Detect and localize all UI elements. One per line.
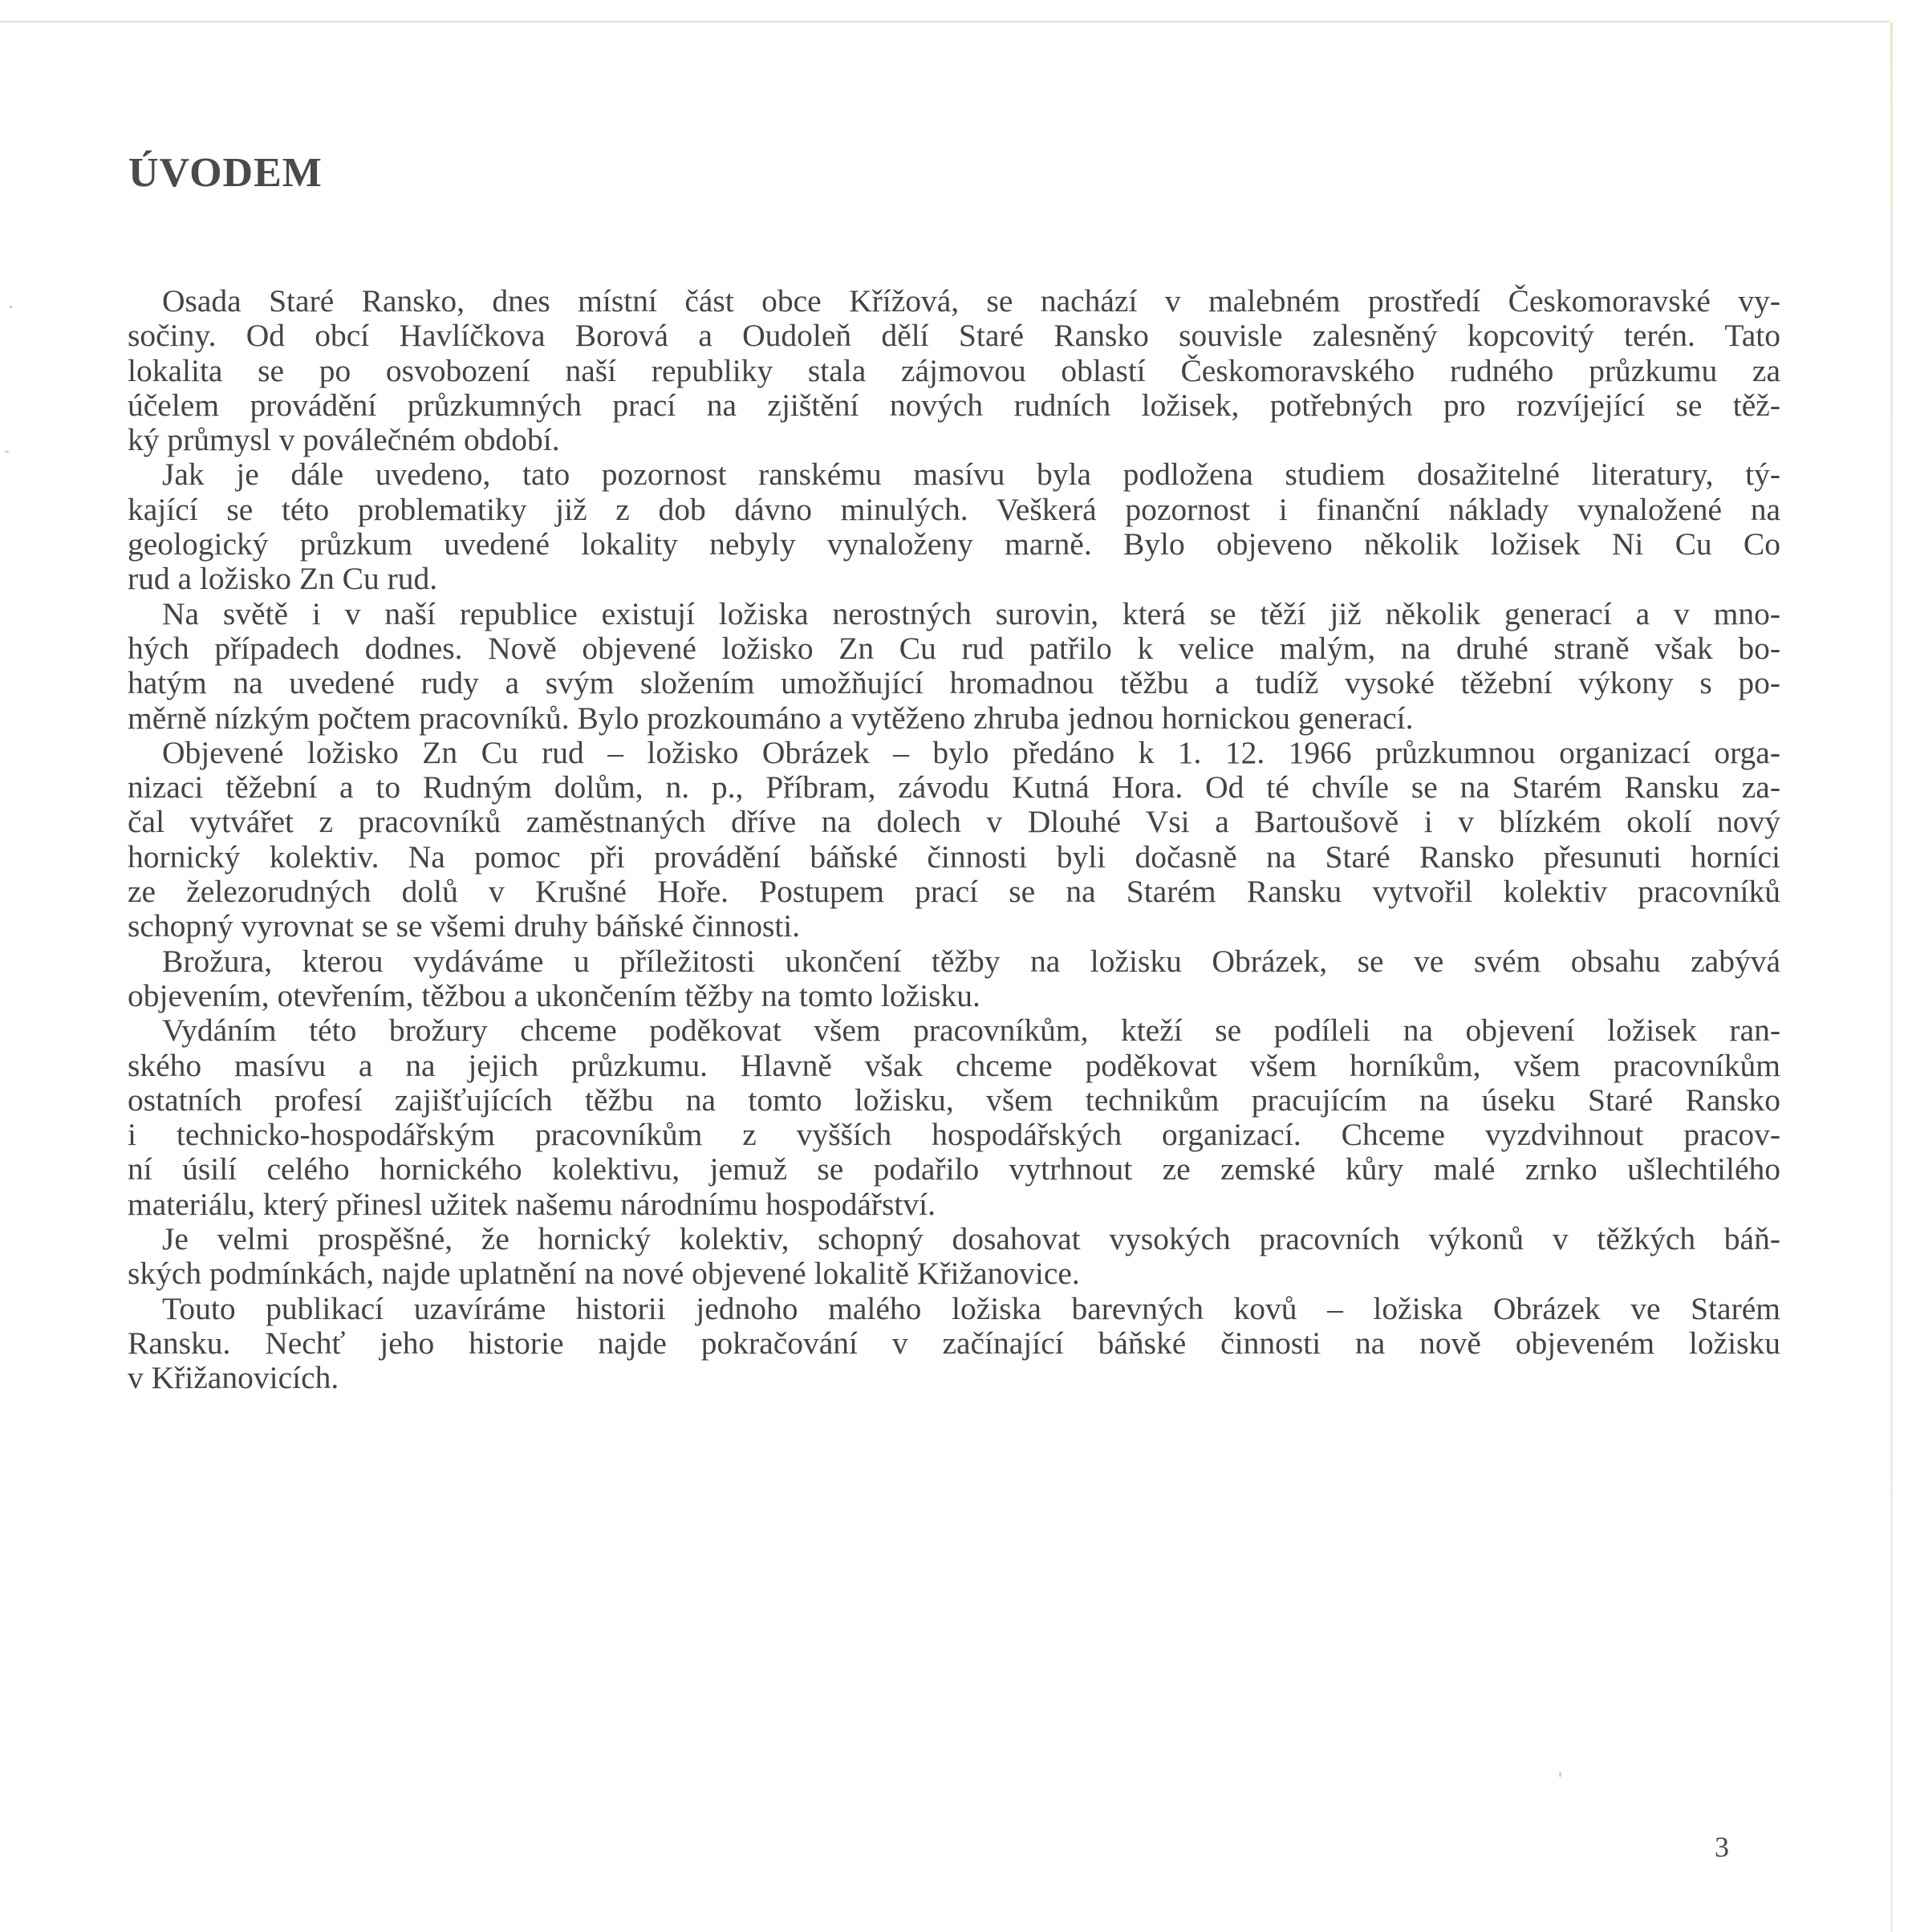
paragraph bbox=[128, 1292, 1780, 1396]
text-line: ní úsilí celého hornického kolektivu, jemuž se podařilo vytrhnout ze zemské kůry malé zrnko ušlechtilého bbox=[128, 1151, 1780, 1187]
paragraph bbox=[128, 284, 1780, 457]
text-line: materiálu, který přinesl užitek našemu národnímu hospodářství. bbox=[128, 1186, 936, 1222]
page-title: ÚVODEM bbox=[128, 150, 323, 196]
paragraph bbox=[128, 1222, 1780, 1292]
scan-speck bbox=[1559, 1772, 1561, 1777]
page-edge-top bbox=[0, 21, 1890, 22]
text-line: i technicko-hospodářským pracovníkům z vyšších hospodářských organizací. Chceme vyzdvihnout pracov- bbox=[128, 1117, 1780, 1153]
text-line: lokalita se po osvobození naší republiky stala zájmovou oblastí Českomoravského rudného průzkumu za bbox=[128, 352, 1780, 388]
text-line: Touto publikací uzavíráme historii jednoho malého ložiska barevných kovů – ložiska Obrázek ve Starém bbox=[162, 1290, 1780, 1326]
paragraph bbox=[128, 1013, 1780, 1222]
scan-speck bbox=[10, 306, 12, 308]
text-line: Ransku. Nechť jeho historie najde pokračování v začínající báňské činnosti na nově objeveném ložisku bbox=[128, 1325, 1780, 1361]
text-line: ských podmínkách, najde uplatnění na nové objevené lokalitě Křižanovice. bbox=[128, 1256, 1080, 1292]
text-line: nizaci těžební a to Rudným dolům, n. p., Příbram, závodu Kutná Hora. Od té chvíle se na Starém Ransku za- bbox=[128, 769, 1780, 806]
paragraph bbox=[128, 457, 1780, 596]
text-line: hých případech dodnes. Nově objevené ložisko Zn Cu rud patřilo k velice malým, na druhé straně však bo- bbox=[128, 630, 1780, 666]
text-line: Jak je dále uvedeno, tato pozornost ranskému masívu byla podložena studiem dosažitelné literatury, tý- bbox=[162, 457, 1780, 493]
text-line: ký průmysl v poválečném období. bbox=[128, 422, 560, 458]
text-line: hatým na uvedené rudy a svým složením umožňující hromadnou těžbu a tudíž vysoké těžební výkony s po- bbox=[128, 665, 1780, 701]
page-edge-right bbox=[1890, 22, 1893, 1932]
scan-speck bbox=[5, 451, 9, 453]
paragraph bbox=[128, 597, 1780, 736]
text-line: ze železorudných dolů v Krušné Hoře. Postupem prací se na Starém Ransku vytvořil kolektiv pracovníků bbox=[128, 874, 1780, 910]
text-line: sočiny. Od obcí Havlíčkova Borová a Oudoleň dělí Staré Ransko souvisle zalesněný kopcovitý terén. Tato bbox=[128, 318, 1780, 354]
text-line: ského masívu a na jejich průzkumu. Hlavně však chceme poděkovat všem horníkům, všem pracovníkům bbox=[128, 1047, 1780, 1083]
text-line: Je velmi prospěšné, že hornický kolektiv, schopný dosahovat vysokých pracovních výkonů v těžkých báň- bbox=[162, 1221, 1780, 1257]
text-line: účelem provádění průzkumných prací na zjištění nových rudních ložisek, potřebných pro rozvíjející se těž- bbox=[128, 387, 1780, 423]
text-line: Objevené ložisko Zn Cu rud – ložisko Obrázek – bylo předáno k 1. 12. 1966 průzkumnou organizací orga- bbox=[162, 734, 1780, 770]
text-line: Brožura, kterou vydáváme u příležitosti ukončení těžby na ložisku Obrázek, se ve svém obsahu zabývá bbox=[162, 943, 1780, 979]
text-line: objevením, otevřením, těžbou a ukončením těžby na tomto ložisku. bbox=[128, 977, 980, 1013]
page-number: 3 bbox=[1715, 1831, 1729, 1863]
text-line: ostatních profesí zajišťujících těžbu na tomto ložisku, všem technikům pracujícím na úseku Staré Ransko bbox=[128, 1082, 1780, 1118]
paragraph bbox=[128, 944, 1780, 1014]
text-line: kající se této problematiky již z dob dávno minulých. Veškerá pozornost i finanční náklady vynaložené na bbox=[128, 491, 1780, 527]
text-line: měrně nízkým počtem pracovníků. Bylo prozkoumáno a vytěženo zhruba jednou hornickou generací. bbox=[128, 700, 1414, 736]
text-line: Na světě i v naší republice existují ložiska nerostných surovin, která se těží již několik generací a v mno- bbox=[162, 595, 1780, 631]
text-line: geologický průzkum uvedené lokality nebyly vynaloženy marně. Bylo objeveno několik ložisek Ni Cu Co bbox=[128, 526, 1780, 562]
text-line: Vydáním této brožury chceme poděkovat všem pracovníkům, kteží se podíleli na objevení ložisek ran- bbox=[162, 1013, 1780, 1049]
text-line: rud a ložisko Zn Cu rud. bbox=[128, 561, 438, 597]
text-line: schopný vyrovnat se se všemi druhy báňské činnosti. bbox=[128, 908, 801, 944]
body-text bbox=[128, 284, 1780, 1396]
paragraph bbox=[128, 736, 1780, 944]
text-line: v Křižanovicích. bbox=[128, 1360, 339, 1396]
text-line: čal vytvářet z pracovníků zaměstnaných dříve na dolech v Dlouhé Vsi a Bartoušově i v blízkém okolí nový bbox=[128, 804, 1780, 840]
text-line: Osada Staré Ransko, dnes místní část obce Křížová, se nachází v malebném prostředí Českomoravské vy- bbox=[162, 283, 1780, 319]
text-line: hornický kolektiv. Na pomoc při provádění báňské činnosti byli dočasně na Staré Ransko přesunuti horníci bbox=[128, 838, 1780, 875]
